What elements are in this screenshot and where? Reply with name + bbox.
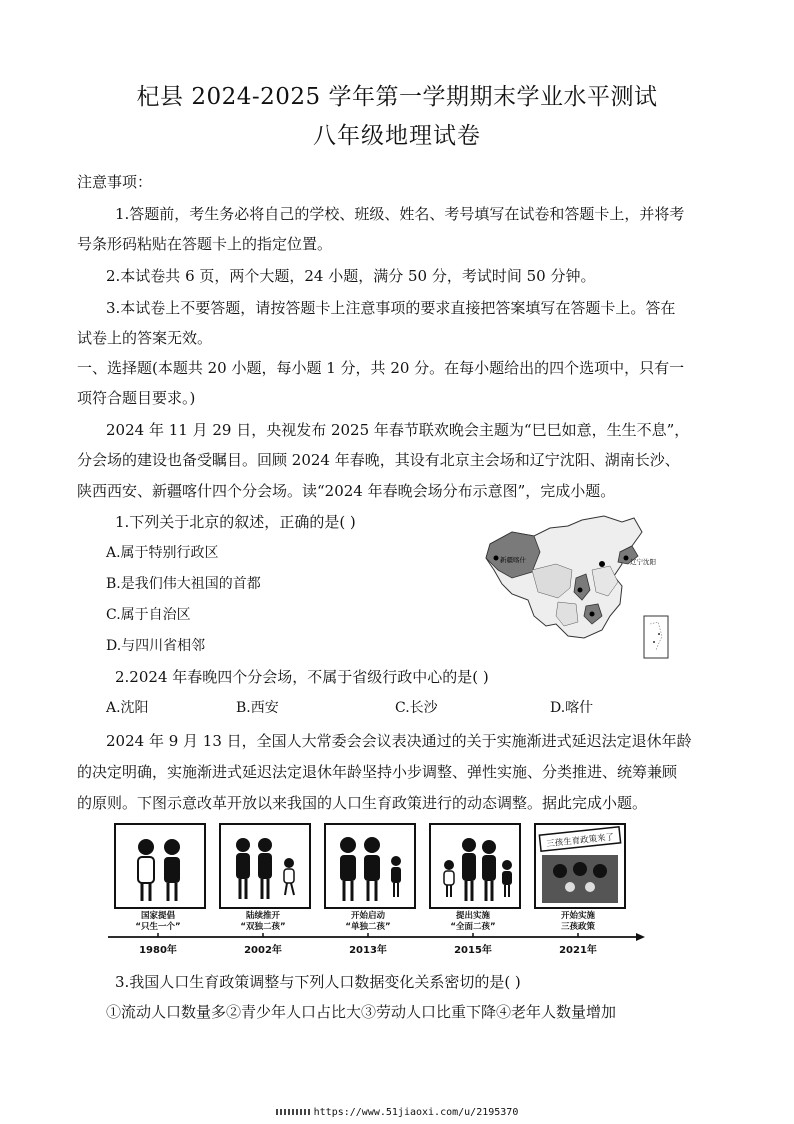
passage1-line-3: 陕西西安、新疆喀什四个分会场。读“2024 年春晚会场分布示意图”，完成小题。 (77, 482, 616, 500)
timeline-caption-2021-line-2: 三孩政策 (560, 922, 595, 932)
family-illustration-2013 (326, 825, 414, 907)
timeline-caption-2013-line-2: “单独二孩” (345, 922, 391, 932)
three-child-policy-illustration (536, 825, 624, 907)
venue-map (472, 512, 680, 664)
passage2-line-3: 的原则。下图示意改革开放以来我国的人口生育政策进行的动态调整。据此完成小题。 (77, 794, 648, 812)
policy-banner-text: 三孩生育政策来了 (545, 832, 615, 850)
policy-timeline (106, 823, 646, 956)
timeline-panel-2015 (429, 823, 521, 909)
watermark-icon (276, 1109, 310, 1115)
question-1-option-c: C.属于自治区 (106, 607, 191, 623)
timeline-panel-2021 (534, 823, 626, 909)
passage2-line-1: 2024 年 9 月 13 日，全国人大常委会会议表决通过的关于实施渐进式延迟法定退休年龄 (106, 732, 692, 750)
question-2-option-d: D.喀什 (550, 700, 594, 716)
question-1-stem: 1.下列关于北京的叙述，正确的是( ) (115, 513, 356, 531)
timeline-caption-2015-line-1: 提出实施 (455, 911, 490, 921)
timeline-caption-2021-line-1: 开始实施 (560, 911, 595, 921)
note-1-line-1: 1.答题前，考生务必将自己的学校、班级、姓名、考号填写在试卷和答题卡上，并将考 (115, 205, 685, 223)
timeline-year-2015: 2015年 (454, 945, 492, 956)
couple-one-child-illustration (116, 825, 204, 907)
beijing-marker (599, 561, 605, 567)
timeline-caption-1980-line-2: “只生一个” (135, 922, 181, 932)
family-illustration-2015 (431, 825, 519, 907)
question-2-option-a: A.沈阳 (106, 700, 149, 716)
timeline-year-2021: 2021年 (559, 945, 597, 956)
island-dot (653, 641, 655, 643)
timeline-caption-2013-line-1: 开始启动 (350, 911, 385, 921)
passage2-line-2: 的决定明确，实施渐进式延迟法定退休年龄坚持小步调整、弹性实施、分类推进、统筹兼顾 (77, 763, 678, 781)
question-2-option-c: C.长沙 (395, 700, 438, 716)
timeline-year-1980: 1980年 (139, 945, 177, 956)
question-1-option-d: D.与四川省相邻 (106, 638, 206, 654)
changsha-marker (590, 612, 595, 617)
timeline-year-2013: 2013年 (349, 945, 387, 956)
page-footer (0, 1107, 794, 1118)
map-label-shenyang: 辽宁沈阳 (630, 558, 656, 566)
question-2-stem: 2.2024 年春晚四个分会场，不属于省级行政中心的是( ) (115, 668, 489, 686)
passage1-line-2: 分会场的建设也备受瞩目。回顾 2024 年春晚，其设有北京主会场和辽宁沈阳、湖南长沙、 (77, 451, 680, 469)
section1-instruction-2: 项符合题目要求。) (77, 389, 196, 407)
timeline-year-2002: 2002年 (244, 945, 282, 956)
section1-instruction-1: 一、选择题(本题共 20 小题，每小题 1 分，共 20 分。在每小题给出的四个选项中，只有一 (77, 359, 685, 377)
question-1-option-a: A.属于特别行政区 (106, 545, 219, 561)
island-dot (658, 633, 660, 635)
question-3-items: ①流动人口数量多②青少年人口占比大③劳动人口比重下降④老年人数量增加 (106, 1003, 617, 1021)
arrow-right-icon (636, 933, 645, 941)
passage1-line-1: 2024 年 11 月 29 日，央视发布 2025 年春节联欢晚会主题为“巳巳如意，生生不息”， (106, 421, 690, 439)
timeline-panel-2013 (324, 823, 416, 909)
note-1-line-2: 号条形码粘贴在答题卡上的指定位置。 (77, 235, 333, 253)
timeline-panel-1980 (114, 823, 206, 909)
exam-subtitle: 八年级地理试卷 (313, 123, 481, 149)
note-3-line-2: 试卷上的答案无效。 (77, 329, 213, 347)
timeline-caption-2002-line-2: “双独二孩” (240, 922, 286, 932)
xian-marker (578, 588, 583, 593)
question-2-option-b: B.西安 (236, 700, 279, 716)
map-label-kashgar: 新疆喀什 (500, 556, 526, 564)
timeline-caption-2015-line-2: “全面二孩” (450, 922, 496, 932)
couple-two-children-illustration (221, 825, 309, 907)
footer-url[interactable]: https://www.51jiaoxi.com/u/2195370 (313, 1107, 519, 1118)
note-3-line-1: 3.本试卷上不要答题，请按答题卡上注意事项的要求直接把答案填写在答题卡上。答在 (106, 299, 676, 317)
exam-title: 杞县 2024-2025 学年第一学期期末学业水平测试 (136, 84, 658, 110)
timeline-panel-2002 (219, 823, 311, 909)
shenyang-marker (624, 556, 629, 561)
note-2: 2.本试卷共 6 页，两个大题，24 小题，满分 50 分，考试时间 50 分钟。 (106, 267, 596, 285)
question-1-option-b: B.是我们伟大祖国的首都 (106, 576, 261, 592)
notes-heading: 注意事项： (77, 173, 153, 191)
timeline-caption-2002-line-1: 陆续推开 (245, 911, 280, 921)
question-3-stem: 3.我国人口生育政策调整与下列人口数据变化关系密切的是( ) (115, 973, 521, 991)
timeline-caption-1980-line-1: 国家提倡 (140, 911, 175, 921)
kashgar-marker (494, 556, 499, 561)
